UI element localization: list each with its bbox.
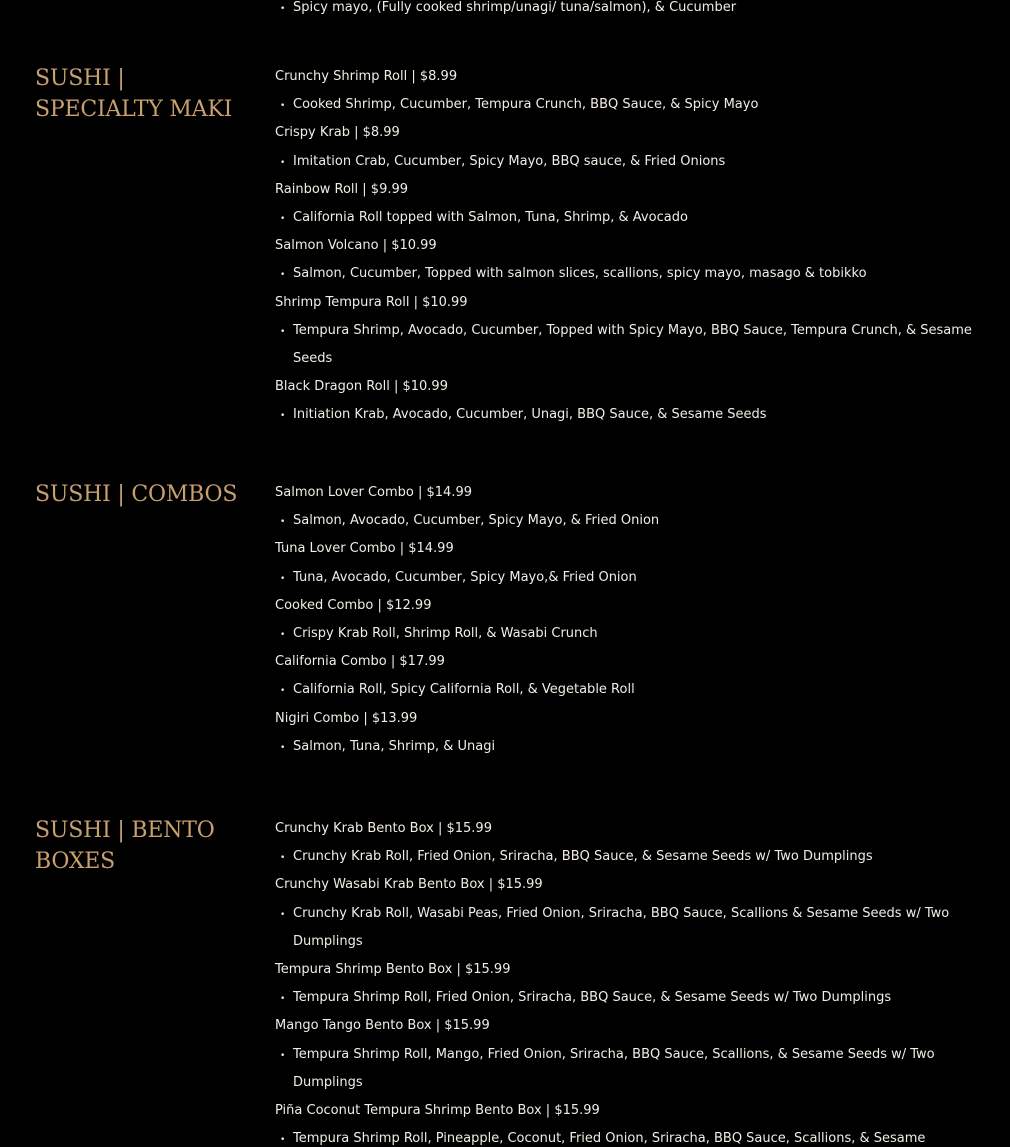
- item-name: Salmon Lover Combo | $14.99: [275, 485, 472, 500]
- fragment-items: [275, 0, 975, 22]
- item-name: Crispy Krab | $8.99: [275, 125, 400, 141]
- item-description: • Spicy mayo, (Fully cooked shrimp/unagi/ tuna/salmon), & Cucumber: [275, 0, 975, 22]
- section-title-specialty: SUSHI | SPECIALTY MAKI: [35, 66, 233, 122]
- item-description: • California Roll topped with Salmon, Tuna, Shrimp, & Avocado: [275, 204, 975, 232]
- item-description: • Tempura Shrimp Roll, Pineapple, Coconut, Fried Onion, Sriracha, BBQ Sauce, Scallions, & Sesame: [275, 1125, 975, 1147]
- item-description: • Salmon, Tuna, Shrimp, & Unagi: [275, 733, 975, 761]
- item-name: Crunchy Shrimp Roll | $8.99: [275, 69, 458, 84]
- item-name: Shrimp Tempura Roll | $10.99: [275, 294, 468, 310]
- item-description: • California Roll, Spicy California Roll, & Vegetable Roll: [275, 676, 975, 704]
- item-name: Crunchy Krab Bento Box | $15.99: [275, 821, 492, 836]
- specialty-items: [275, 63, 975, 430]
- item-name: Piña Coconut Tempura Shrimp Bento Box | $15.99: [275, 1102, 600, 1118]
- item-name: Mango Tango Bento Box | $15.99: [275, 1018, 490, 1034]
- item-description: • Crunchy Krab Roll, Wasabi Peas, Fried Onion, Sriracha, BBQ Sauce, Scallions & Sesame Seeds w/ Two Dumplings: [275, 900, 975, 956]
- item-name: Cooked Combo | $12.99: [275, 597, 432, 613]
- item-name: California Combo | $17.99: [275, 654, 445, 670]
- item-description: • Tuna, Avocado, Cucumber, Spicy Mayo,& Fried Onion: [275, 564, 975, 592]
- item-name: Crunchy Wasabi Krab Bento Box | $15.99: [275, 877, 543, 893]
- item-name: Black Dragon Roll | $10.99: [275, 379, 448, 395]
- item-description: • Salmon, Avocado, Cucumber, Spicy Mayo, & Fried Onion: [275, 507, 975, 535]
- bento-items: [275, 815, 975, 1147]
- item-description: • Initiation Krab, Avocado, Cucumber, Unagi, BBQ Sauce, & Sesame Seeds: [275, 401, 975, 429]
- section-title-combos: SUSHI | COMBOS: [35, 482, 238, 507]
- combos-items: [275, 479, 975, 761]
- item-name: Nigiri Combo | $13.99: [275, 710, 418, 726]
- item-name: Rainbow Roll | $9.99: [275, 181, 409, 197]
- item-description: • Crunchy Krab Roll, Fried Onion, Sriracha, BBQ Sauce, & Sesame Seeds w/ Two Dumplings: [275, 843, 975, 871]
- section-title-bento: SUSHI | BENTO BOXES: [35, 818, 215, 874]
- item-description: • Salmon, Cucumber, Topped with salmon slices, scallions, spicy mayo, masago & tobikko: [275, 260, 975, 288]
- item-name: Tuna Lover Combo | $14.99: [275, 541, 454, 557]
- item-description: • Crispy Krab Roll, Shrimp Roll, & Wasabi Crunch: [275, 620, 975, 648]
- item-name: Tempura Shrimp Bento Box | $15.99: [275, 961, 511, 977]
- item-name: Salmon Volcano | $10.99: [275, 238, 437, 254]
- item-description: • Cooked Shrimp, Cucumber, Tempura Crunch, BBQ Sauce, & Spicy Mayo: [275, 91, 975, 119]
- item-description: • Imitation Crab, Cucumber, Spicy Mayo, BBQ sauce, & Fried Onions: [275, 148, 975, 176]
- item-description: • Tempura Shrimp Roll, Fried Onion, Sriracha, BBQ Sauce, & Sesame Seeds w/ Two Dumplings: [275, 984, 975, 1012]
- item-description: • Tempura Shrimp Roll, Mango, Fried Onion, Sriracha, BBQ Sauce, Scallions, & Sesame Seeds w/ Two Dumplings: [275, 1041, 975, 1097]
- item-description: • Tempura Shrimp, Avocado, Cucumber, Topped with Spicy Mayo, BBQ Sauce, Tempura Crunch, & Sesame Seeds: [275, 317, 975, 373]
